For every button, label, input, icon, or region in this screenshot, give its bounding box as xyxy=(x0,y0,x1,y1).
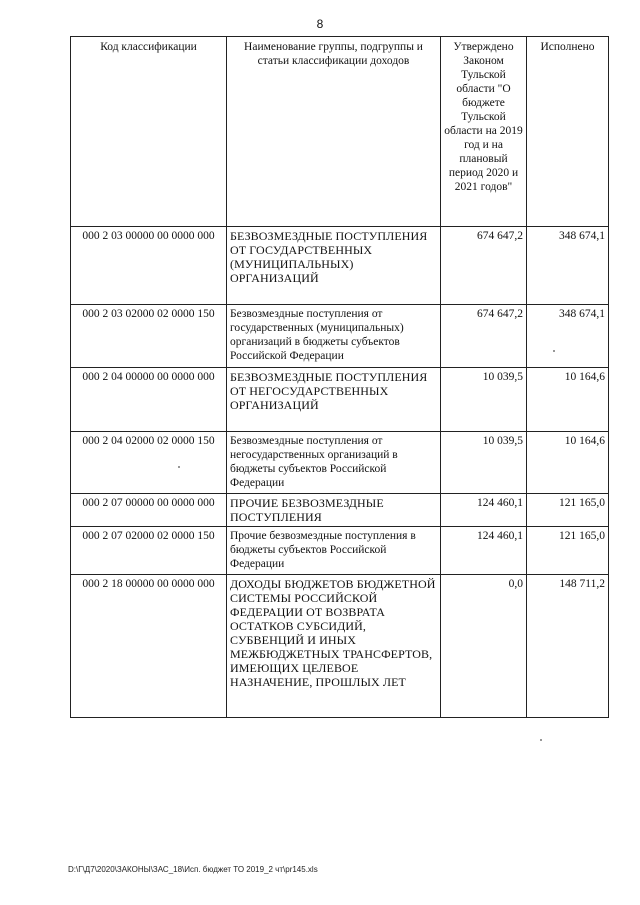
row-name: Прочие безвозмездные поступления в бюджеты субъектов Российской Федерации xyxy=(227,527,441,575)
row-code: 000 2 07 00000 00 0000 000 xyxy=(71,494,227,527)
header-executed: Исполнено xyxy=(527,37,609,227)
row-code: 000 2 04 00000 00 0000 000 xyxy=(71,368,227,432)
row-executed: 10 164,6 xyxy=(527,432,609,494)
scan-speck xyxy=(178,466,180,468)
row-approved: 10 039,5 xyxy=(441,432,527,494)
table-row xyxy=(71,227,609,305)
table-header-row xyxy=(71,37,609,227)
table-row xyxy=(71,432,609,494)
row-executed: 348 674,1 xyxy=(527,305,609,368)
page-number: 8 xyxy=(316,17,324,31)
scan-speck xyxy=(553,350,555,352)
row-name: Безвозмездные поступления от государственных (муниципальных) организаций в бюджеты субъектов Российской Федерации xyxy=(227,305,441,368)
row-approved: 10 039,5 xyxy=(441,368,527,432)
table-row xyxy=(71,368,609,432)
row-approved: 0,0 xyxy=(441,575,527,718)
scan-speck xyxy=(540,739,542,741)
row-code: 000 2 04 02000 02 0000 150 xyxy=(71,432,227,494)
row-executed: 348 674,1 xyxy=(527,227,609,305)
row-approved: 124 460,1 xyxy=(441,527,527,575)
header-name: Наименование группы, подгруппы и статьи классификации доходов xyxy=(227,37,441,227)
row-code: 000 2 03 00000 00 0000 000 xyxy=(71,227,227,305)
budget-table xyxy=(70,36,609,718)
row-approved: 674 647,2 xyxy=(441,305,527,368)
row-approved: 674 647,2 xyxy=(441,227,527,305)
row-approved: 124 460,1 xyxy=(441,494,527,527)
row-name: БЕЗВОЗМЕЗДНЫЕ ПОСТУПЛЕНИЯ ОТ НЕГОСУДАРСТВЕННЫХ ОРГАНИЗАЦИЙ xyxy=(227,368,441,432)
row-executed: 121 165,0 xyxy=(527,494,609,527)
row-name: ДОХОДЫ БЮДЖЕТОВ БЮДЖЕТНОЙ СИСТЕМЫ РОССИЙСКОЙ ФЕДЕРАЦИИ ОТ ВОЗВРАТА ОСТАТКОВ СУБСИДИЙ, СУБВЕНЦИЙ И ИНЫХ МЕЖБЮДЖЕТНЫХ ТРАНСФЕРТОВ, ИМЕЮЩИХ ЦЕЛЕВОЕ НАЗНАЧЕНИЕ, ПРОШЛЫХ ЛЕТ xyxy=(227,575,441,718)
table-row xyxy=(71,527,609,575)
row-name: ПРОЧИЕ БЕЗВОЗМЕЗДНЫЕ ПОСТУПЛЕНИЯ xyxy=(227,494,441,527)
header-approved: Утверждено Законом Тульской области "О бюджете Тульской области на 2019 год и на плановый период 2020 и 2021 годов" xyxy=(441,37,527,227)
row-name: Безвозмездные поступления от негосударственных организаций в бюджеты субъектов Российской Федерации xyxy=(227,432,441,494)
row-name: БЕЗВОЗМЕЗДНЫЕ ПОСТУПЛЕНИЯ ОТ ГОСУДАРСТВЕННЫХ (МУНИЦИПАЛЬНЫХ) ОРГАНИЗАЦИЙ xyxy=(227,227,441,305)
table-row xyxy=(71,494,609,527)
row-code: 000 2 07 02000 02 0000 150 xyxy=(71,527,227,575)
table-row xyxy=(71,575,609,718)
row-code: 000 2 03 02000 02 0000 150 xyxy=(71,305,227,368)
file-path-footer: D:\Г\Д7\2020\ЗАКОНЫ\ЗАС_18\Исп. бюджет ТО 2019_2 чт\pr145.xls xyxy=(68,865,318,874)
row-code: 000 2 18 00000 00 0000 000 xyxy=(71,575,227,718)
header-code: Код классификации xyxy=(71,37,227,227)
table-row xyxy=(71,305,609,368)
row-executed: 148 711,2 xyxy=(527,575,609,718)
row-executed: 10 164,6 xyxy=(527,368,609,432)
row-executed: 121 165,0 xyxy=(527,527,609,575)
